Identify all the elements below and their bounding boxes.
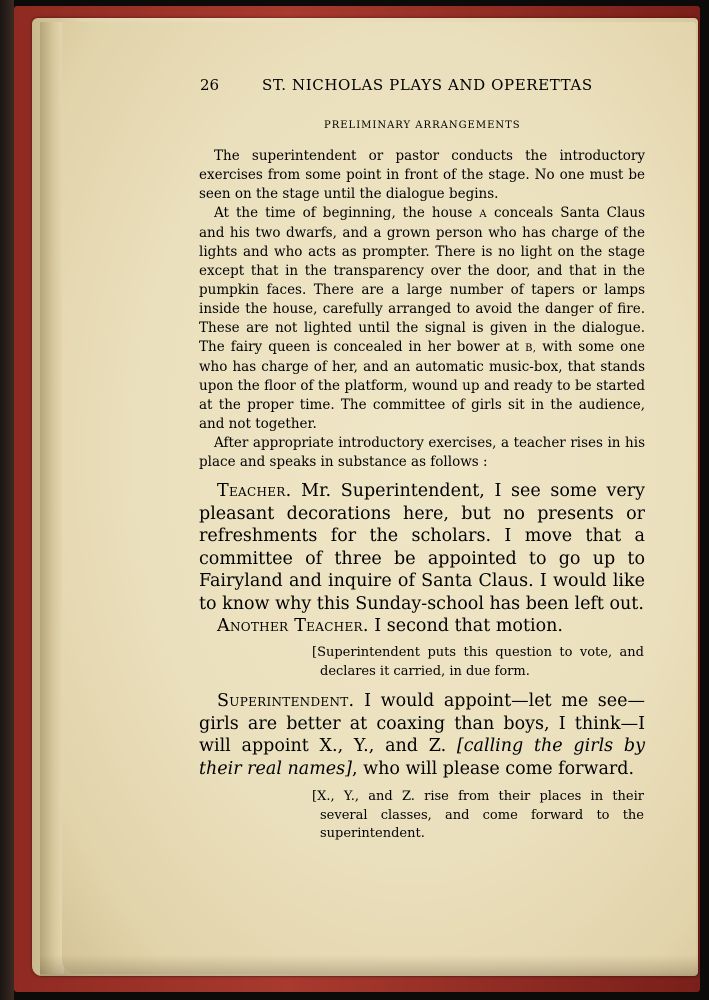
setup-text-a: At the time of beginning, the house <box>214 205 473 221</box>
setup-text-b: conceals Santa Claus and his two dwarfs, and a grown person who has charge of the lights and who acts as prompter. There is no light on the stage except that in the transparency over the door, and that in the pumpkin faces. There are a large number of tapers or lamps inside the house, carefully arranged to avoid the danger of fire. These are not lighted until the signal is given in the dialogue. The fairy queen is concealed in her bower at <box>199 205 646 355</box>
setup-text-c: with some one who has charge of her, and an automatic music-box, that stands upon the floor of the platform, wound up and ready to be started at the proper time. The committee of girls sit in the audience, and not together. <box>199 339 645 432</box>
another-teacher-line: I second that motion. <box>374 616 563 636</box>
page-gutter <box>40 22 64 974</box>
superintendent-line-a: I would appoint—let me see—girls are better at coaxing than boys, I think—I will appoint X., Y., and Z. <box>199 691 645 756</box>
section-title: PRELIMINARY ARRANGEMENTS <box>324 120 521 131</box>
bower-mark-b: B, <box>525 343 537 354</box>
speaker-another-teacher: Another Teacher. <box>217 616 369 636</box>
another-teacher-speech <box>199 615 645 638</box>
book-spine <box>0 0 14 1000</box>
dialogue-superintendent <box>199 690 645 780</box>
direction-vote-text: [Superintendent puts this question to vote, and declares it carried, in due form. <box>312 645 644 679</box>
arrangements-text <box>199 147 645 472</box>
paragraph-teacher-rises: After appropriate introductory exercises, a teacher rises in his place and speaks in substance as follows : <box>199 435 645 470</box>
page-number: 26 <box>200 76 220 94</box>
dialogue-teacher <box>199 480 645 638</box>
house-mark-a: A <box>479 209 487 220</box>
stage-direction-vote <box>312 644 644 681</box>
superintendent-line-italic: [calling the girls by their real names] <box>199 736 645 779</box>
running-title: ST. NICHOLAS PLAYS AND OPERETTAS <box>262 76 593 94</box>
stage-direction-rise <box>312 788 644 844</box>
direction-rise-text: [X., Y., and Z. rise from their places in their several classes, and come forward to the superintendent. <box>312 789 644 841</box>
paragraph-setup <box>199 204 645 434</box>
teacher-line: Mr. Superintendent, I see some very pleasant decorations here, but no presents or refreshments for the scholars. I move that a committee of three be appointed to go up to Fairyland and inquire of Santa Claus. I would like to know why this Sunday-school has been left out. <box>199 481 645 614</box>
teacher-speech <box>199 480 645 615</box>
speaker-teacher: Teacher. <box>217 481 292 501</box>
speaker-superintendent: Superintendent. <box>217 691 355 711</box>
paragraph-intro: The superintendent or pastor conducts the introductory exercises from some point in front of the stage. No one must be seen on the stage until the dialogue begins. <box>199 148 645 202</box>
page-bottom-shadow <box>40 955 700 977</box>
superintendent-line-b: , who will please come forward. <box>351 758 635 779</box>
superintendent-speech <box>199 690 645 780</box>
